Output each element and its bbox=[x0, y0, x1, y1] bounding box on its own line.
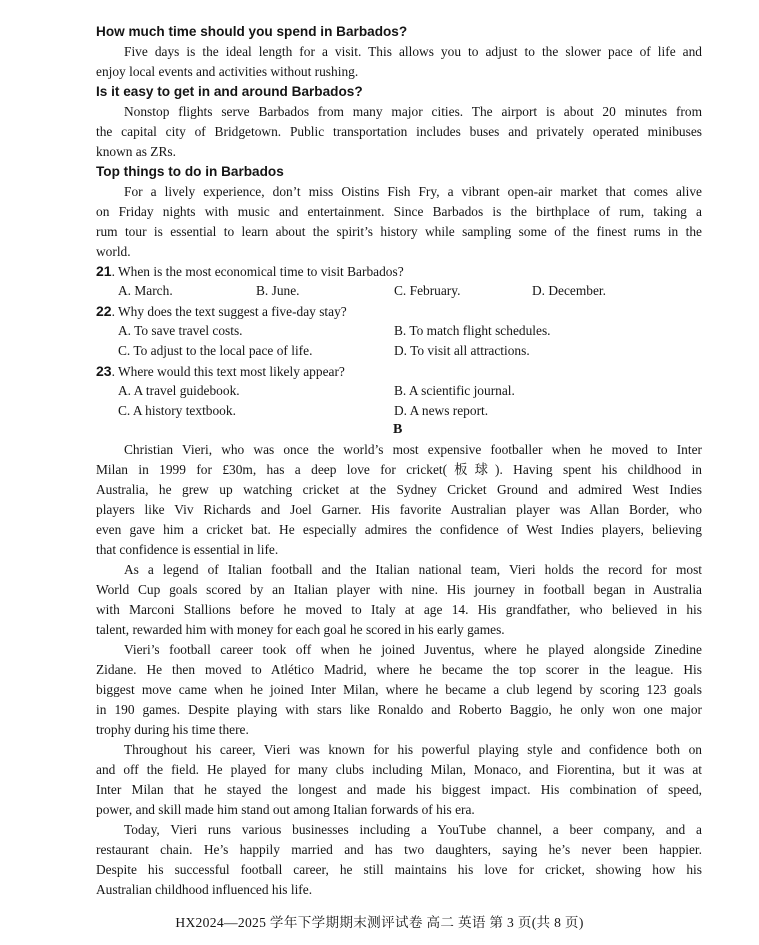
text-line: Five days is the ideal length for a visit. This allows you to adjust to the slower pace of life and bbox=[124, 44, 702, 59]
question-22 bbox=[96, 302, 347, 321]
question-number: 21 bbox=[96, 263, 112, 279]
text-line: trophy during his time there. bbox=[96, 722, 249, 737]
question-stem: . Why does the text suggest a five-day stay? bbox=[111, 304, 347, 319]
option-c[interactable]: C. To adjust to the local pace of life. bbox=[118, 343, 313, 358]
text-line: the capital city of Bridgetown. Public transportation includes buses and privately operated minibuses bbox=[96, 124, 702, 139]
option-b[interactable]: B. June. bbox=[256, 283, 300, 298]
question-stem: . Where would this text most likely appear? bbox=[111, 364, 345, 379]
text-line: Australia, he grew up watching cricket at the Sydney Cricket Ground and admired West Indies bbox=[96, 482, 702, 497]
passage-label: B bbox=[393, 422, 403, 437]
text-line: biggest move came when he joined Inter Milan, where he became a club legend by scoring 123 goals bbox=[96, 682, 702, 697]
text-line: Today, Vieri runs various businesses including a YouTube channel, a beer company, and a bbox=[124, 822, 702, 837]
text-line: talent, rewarded him with money for each goal he scored in his early games. bbox=[96, 622, 505, 637]
text-line: with Marconi Stallions before he moved to Italy at age 14. His grandfather, who believed in his bbox=[96, 602, 702, 617]
text-line: As a legend of Italian football and the Italian national team, Vieri holds the record for most bbox=[124, 562, 702, 577]
text-line: Throughout his career, Vieri was known for his powerful playing style and confidence both on bbox=[124, 742, 702, 757]
text-line: and off the field. He played for many clubs including Milan, Monaco, and Fiorentina, but it was at bbox=[96, 762, 702, 777]
section-heading-things: Top things to do in Barbados bbox=[96, 164, 284, 179]
text-line: Milan in 1999 for £30m, has a deep love for cricket(板球). Having spent his childhood in bbox=[96, 462, 702, 477]
text-line: restaurant chain. He’s happily married and has two daughters, saying he’s never been happier. bbox=[96, 842, 702, 857]
question-21 bbox=[96, 262, 404, 281]
text-line: players like Viv Richards and Joel Garner. His favorite Australian player was Allan Border, who bbox=[96, 502, 702, 517]
option-d[interactable]: D. December. bbox=[532, 283, 606, 298]
option-b[interactable]: B. A scientific journal. bbox=[394, 383, 515, 398]
option-d[interactable]: D. A news report. bbox=[394, 403, 489, 418]
question-stem: . When is the most economical time to visit Barbados? bbox=[111, 264, 404, 279]
question-number: 23 bbox=[96, 363, 112, 379]
option-d[interactable]: D. To visit all attractions. bbox=[394, 343, 530, 358]
text-line: World Cup goals scored by an Italian player with nine. His journey in football began in Australia bbox=[96, 582, 702, 597]
text-line: on Friday nights with music and entertainment. Since Barbados is the birthplace of rum, taking a bbox=[96, 204, 702, 219]
text-line: Vieri’s football career took off when he joined Juventus, where he played alongside Zinedine bbox=[124, 642, 702, 657]
option-a[interactable]: A. To save travel costs. bbox=[118, 323, 243, 338]
page-footer: HX2024—2025 学年下学期期末测评试卷 高二 英语 第 3 页(共 8 页) bbox=[175, 915, 584, 930]
text-line: Despite his successful football career, he still maintains his love for cricket, showing how his bbox=[96, 862, 702, 877]
text-line: in 190 games. Despite playing with stars like Ronaldo and Roberto Baggio, he only won one major bbox=[96, 702, 702, 717]
text-line: power, and skill made him stand out among Italian forwards of his era. bbox=[96, 802, 475, 817]
text-line: Australian childhood influenced his life. bbox=[96, 882, 313, 897]
option-c[interactable]: C. February. bbox=[394, 283, 461, 298]
text-line: even gave him a cricket bat. He especially admires the confidence of West Indies players, believing bbox=[96, 522, 702, 537]
text-line: Christian Vieri, who was once the world’s most expensive footballer when he moved to Inter bbox=[124, 442, 702, 457]
question-23 bbox=[96, 362, 345, 381]
option-a[interactable]: A. A travel guidebook. bbox=[118, 383, 240, 398]
section-heading-time: How much time should you spend in Barbados? bbox=[96, 24, 408, 39]
text-line: Nonstop flights serve Barbados from many major cities. The airport is about 20 minutes from bbox=[124, 104, 702, 119]
text-line: Inter Milan that he stayed the longest and made his biggest impact. His combination of speed, bbox=[96, 782, 702, 797]
text-line: that confidence is essential in life. bbox=[96, 542, 279, 557]
option-a[interactable]: A. March. bbox=[118, 283, 173, 298]
question-number: 22 bbox=[96, 303, 112, 319]
text-line: known as ZRs. bbox=[96, 144, 176, 159]
text-line: For a lively experience, don’t miss Oistins Fish Fry, a vibrant open-air market that comes alive bbox=[124, 184, 702, 199]
option-c[interactable]: C. A history textbook. bbox=[118, 403, 236, 418]
text-line: rum tour is essential to learn about the spirit’s history while sampling some of the finest rums in the bbox=[96, 224, 702, 239]
text-line: Zidane. He then moved to Atlético Madrid, where he became the top scorer in the league. His bbox=[96, 662, 702, 677]
option-b[interactable]: B. To match flight schedules. bbox=[394, 323, 551, 338]
text-line: world. bbox=[96, 244, 131, 259]
text-line: enjoy local events and activities without rushing. bbox=[96, 64, 359, 79]
section-heading-transport: Is it easy to get in and around Barbados? bbox=[96, 84, 363, 99]
